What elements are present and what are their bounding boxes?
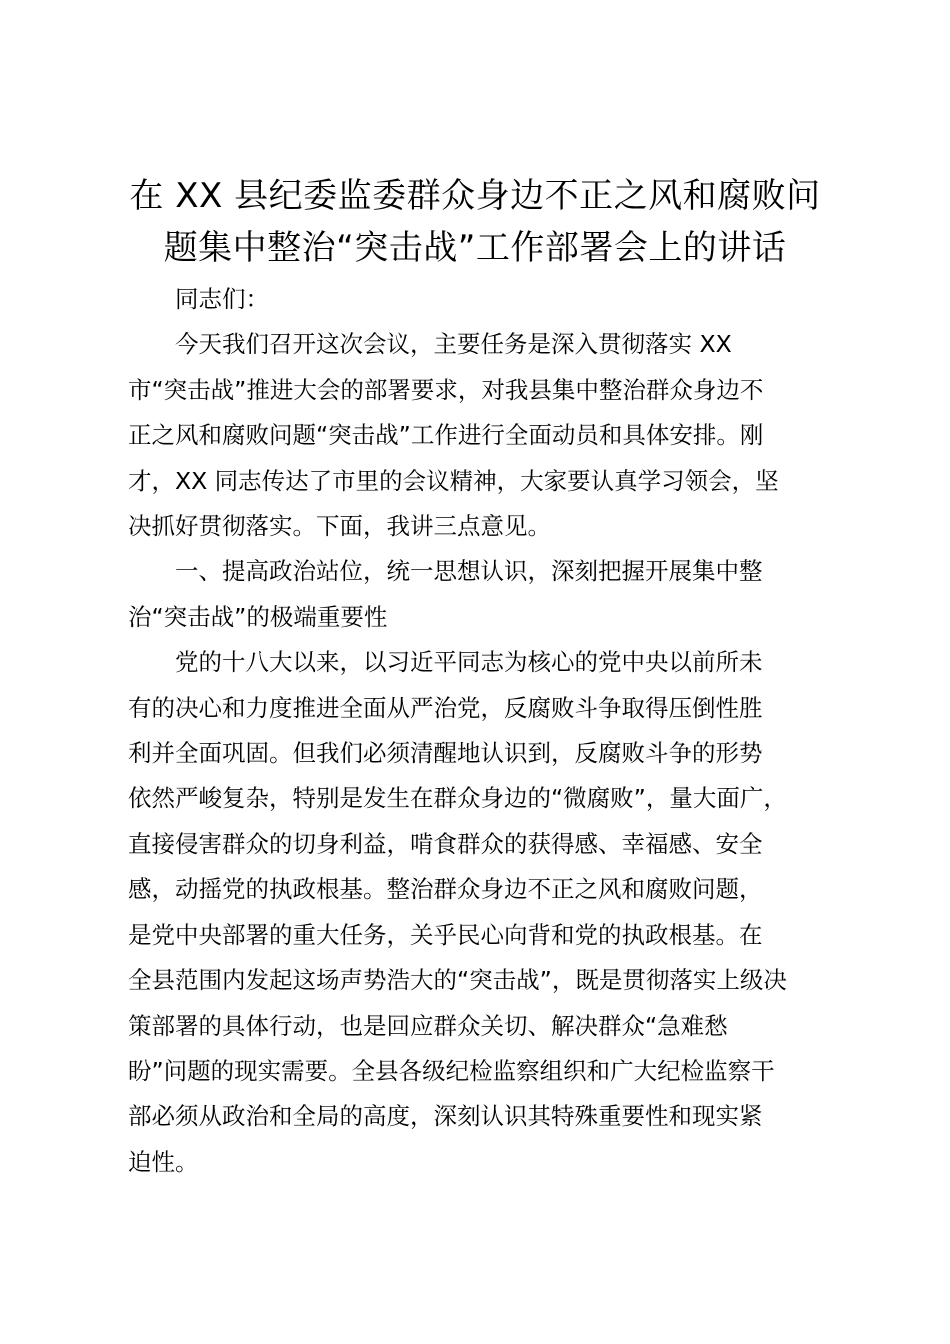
paragraph-line: 部必须从政治和全局的高度，深刻认识其特殊重要性和现实紧 [128, 1102, 763, 1131]
paragraph-line: 有的决心和力度推进全面从严治党，反腐败斗争取得压倒性胜 [128, 693, 763, 722]
paragraph-line: 市“突击战”推进大会的部署要求，对我县集中整治群众身边不 [128, 375, 764, 404]
paragraph-line: 决抓好贯彻落实。下面，我讲三点意见。 [128, 512, 551, 541]
paragraph-line: 依然严峻复杂，特别是发生在群众身边的“微腐败”，量大面广， [128, 784, 787, 813]
document-body [128, 277, 822, 1185]
paragraph-line: 迫性。 [128, 1147, 199, 1176]
paragraph-line: 今天我们召开这次会议，主要任务是深入贯彻落实 XX [175, 330, 732, 359]
paragraph-opening [128, 322, 822, 549]
section-heading-one [128, 549, 822, 640]
paragraph-line: 才，XX 同志传达了市里的会议精神，大家要认真学习领会，坚 [128, 466, 779, 495]
paragraph-line: 盼”问题的现实需要。全县各级纪检监察组织和广大纪检监察干 [128, 1056, 775, 1085]
paragraph-line: 策部署的具体行动，也是回应群众关切、解决群众“急难愁 [128, 1011, 728, 1040]
section-heading-line: 治“突击战”的极端重要性 [128, 602, 388, 631]
document-title [120, 170, 830, 274]
paragraph-line: 正之风和腐败问题“突击战”工作进行全面动员和具体安排。刚 [128, 421, 764, 450]
salutation [128, 277, 822, 322]
paragraph-line: 利并全面巩固。但我们必须清醒地认识到，反腐败斗争的形势 [128, 739, 763, 768]
paragraph-section-one [128, 640, 822, 1185]
salutation-line: 同志们： [175, 285, 269, 313]
title-line: 在 XX 县纪委监委群众身边不正之风和腐败问 [129, 176, 821, 216]
section-heading-line: 一、提高政治站位，统一思想认识，深刻把握开展集中整 [175, 557, 763, 586]
paragraph-line: 全县范围内发起这场声势浩大的“突击战”，既是贯彻落实上级决 [128, 966, 787, 995]
paragraph-line: 是党中央部署的重大任务，关乎民心向背和党的执政根基。在 [128, 920, 763, 949]
paragraph-line: 党的十八大以来，以习近平同志为核心的党中央以前所未 [175, 648, 763, 677]
paragraph-line: 直接侵害群众的切身利益，啃食群众的获得感、幸福感、安全 [128, 829, 763, 858]
title-line: 题集中整治“突击战”工作部署会上的讲话 [163, 228, 787, 268]
paragraph-line: 感，动摇党的执政根基。整治群众身边不正之风和腐败问题， [128, 875, 763, 904]
